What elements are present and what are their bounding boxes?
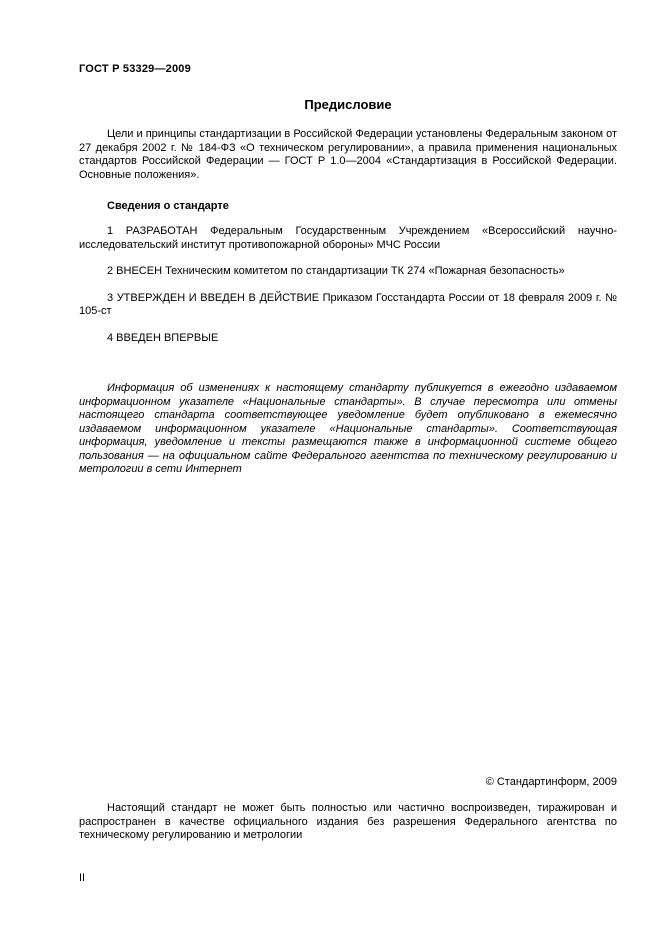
section-heading: Сведения о стандарте xyxy=(107,200,229,212)
footer-block xyxy=(79,776,617,843)
amendment-notice: Информация об изменениях к настоящему стандарту публикуется в ежегодно издаваемом информационном указателе «Национальные стандарты». В случае пересмотра или отмены настоящего стандарта соответствующее уведомление будет опубликовано в ежемесячно издаваемом информационном указателе «Национальные стандарты». Соответствующая информация, уведомление и тексты размещаются также в информационной системе общего пользования — на официальном сайте Федерального агентства по техническому регулированию и метрологии в сети Интернет xyxy=(79,382,617,475)
standard-item-3: 3 УТВЕРЖДЕН И ВВЕДЕН В ДЕЙСТВИЕ Приказом Госстандарта России от 18 февраля 2009 г. № 105-ст xyxy=(79,291,617,317)
reproduction-restriction: Настоящий стандарт не может быть полностью или частично воспроизведен, тиражирован и распространен в качестве официального издания без разрешения Федерального агентства по техническому регулированию и метрологии xyxy=(79,802,617,841)
standard-item-1: 1 РАЗРАБОТАН Федеральным Государственным Учреждением «Всероссийский научно-исследовательский институт противопожарной обороны» МЧС России xyxy=(79,225,617,251)
intro-paragraph: Цели и принципы стандартизации в Российской Федерации установлены Федеральным законом от 27 декабря 2002 г. № 184-ФЗ «О техническом регулировании», а правила применения национальных стандартов Российской Федерации — ГОСТ Р 1.0—2004 «Стандартизация в Российской Федерации. Основные положения». xyxy=(79,128,617,181)
standard-item-2: 2 ВНЕСЕН Техническим комитетом по стандартизации ТК 274 «Пожарная безопасность» xyxy=(107,265,565,277)
page-number: II xyxy=(79,872,86,884)
copyright-line: © Стандартинформ, 2009 xyxy=(485,776,617,788)
standard-item-4: 4 ВВЕДЕН ВПЕРВЫЕ xyxy=(107,331,219,344)
page-title: Предисловие xyxy=(304,97,392,112)
document-code: ГОСТ Р 53329—2009 xyxy=(79,63,191,75)
page-content xyxy=(79,63,617,477)
